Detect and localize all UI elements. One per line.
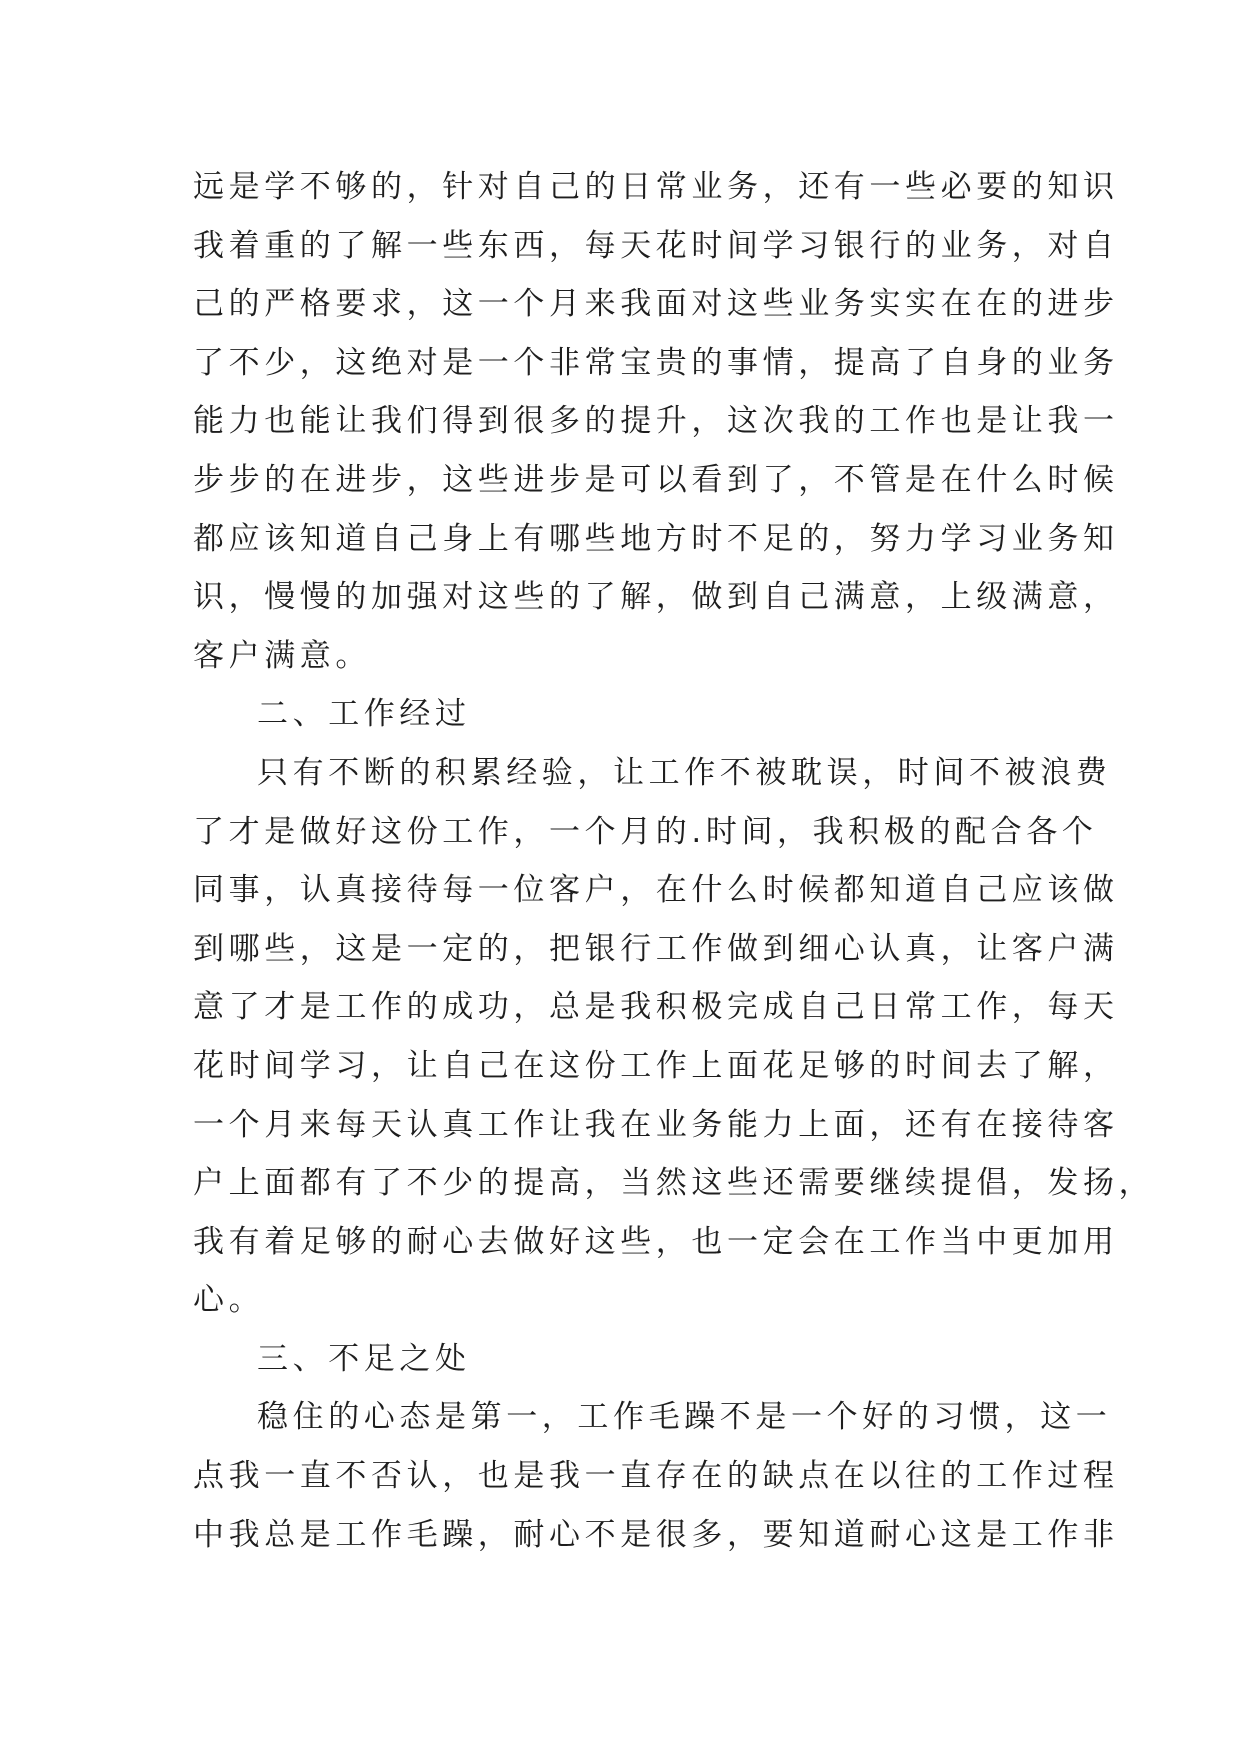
text-line: 花时间学习，让自己在这份工作上面花足够的时间去了解， bbox=[193, 1047, 1119, 1084]
text-line: 能力也能让我们得到很多的提升，这次我的工作也是让我一 bbox=[193, 403, 1119, 440]
text-line: 心。 bbox=[193, 1282, 265, 1319]
text-line: 都应该知道自己身上有哪些地方时不足的，努力学习业务知 bbox=[193, 520, 1119, 557]
text-line: 己的严格要求，这一个月来我面对这些业务实实在在的进步 bbox=[193, 286, 1119, 323]
section-heading: 二、工作经过 bbox=[257, 696, 471, 733]
text-line: 了才是做好这份工作，一个月的.时间，我积极的配合各个 bbox=[193, 813, 1098, 850]
text-line: 只有不断的积累经验，让工作不被耽误，时间不被浪费 bbox=[257, 754, 1112, 791]
text-line: 步步的在进步，这些进步是可以看到了，不管是在什么时候 bbox=[193, 461, 1119, 498]
section-heading: 三、不足之处 bbox=[257, 1340, 471, 1377]
text-line: 意了才是工作的成功，总是我积极完成自己日常工作，每天 bbox=[193, 989, 1119, 1026]
text-line: 了不少，这绝对是一个非常宝贵的事情，提高了自身的业务 bbox=[193, 344, 1119, 381]
text-line: 我有着足够的耐心去做好这些，也一定会在工作当中更加用 bbox=[193, 1223, 1119, 1260]
text-line: 识，慢慢的加强对这些的了解，做到自己满意，上级满意， bbox=[193, 579, 1119, 616]
text-line: 稳住的心态是第一，工作毛躁不是一个好的习惯，这一 bbox=[257, 1399, 1112, 1436]
text-line: 同事，认真接待每一位客户，在什么时候都知道自己应该做 bbox=[193, 872, 1119, 909]
text-line: 到哪些，这是一定的，把银行工作做到细心认真，让客户满 bbox=[193, 930, 1119, 967]
text-line: 户上面都有了不少的提高，当然这些还需要继续提倡，发扬， bbox=[193, 1165, 1155, 1202]
text-line: 我着重的了解一些东西，每天花时间学习银行的业务，对自 bbox=[193, 227, 1119, 264]
text-line: 远是学不够的，针对自己的日常业务，还有一些必要的知识 bbox=[193, 169, 1119, 205]
text-line: 点我一直不否认，也是我一直存在的缺点在以往的工作过程 bbox=[193, 1458, 1119, 1495]
text-line: 客户满意。 bbox=[193, 637, 371, 674]
document-body bbox=[193, 158, 1155, 1564]
text-line: 中我总是工作毛躁，耐心不是很多，要知道耐心这是工作非 bbox=[193, 1516, 1119, 1553]
text-line: 一个月来每天认真工作让我在业务能力上面，还有在接待客 bbox=[193, 1106, 1119, 1143]
